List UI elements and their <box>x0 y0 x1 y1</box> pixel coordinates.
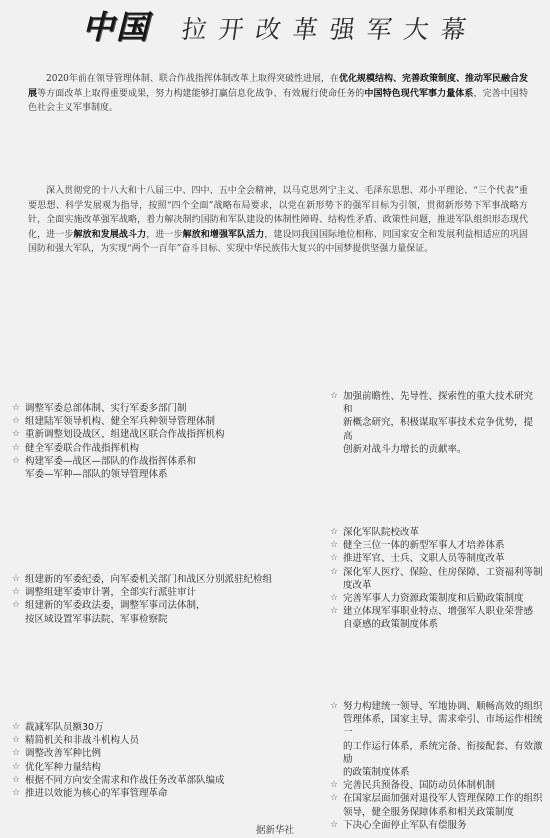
list-item <box>330 566 545 592</box>
list-item <box>12 455 292 481</box>
list-item-text: 健全三位一体的新型军事人才培养体系 <box>343 540 505 552</box>
paragraph-text: 等方面改革上取得重要成果，努力构建能够打赢信息化战争、有效履行使命任务的 <box>37 88 365 99</box>
list-item-text: 裁减军队员额30万 <box>25 722 104 733</box>
star-icon: ☆ <box>12 788 21 799</box>
list-item <box>12 573 302 586</box>
star-icon: ☆ <box>330 701 339 711</box>
list-item <box>12 402 292 415</box>
paragraph-text: 上取得突破性进展，在 <box>248 74 339 84</box>
list-policy-system <box>330 526 545 632</box>
list-item-text: 组建陆军领导机构、健全军兵种领导管理体制 <box>25 416 216 428</box>
star-icon: ☆ <box>330 553 339 564</box>
list-item-text: 调整军委总部体制、实行军委多部门制 <box>25 403 187 414</box>
emphasis-text: 中国特色现代军事力量体系 <box>364 88 474 99</box>
star-icon: ☆ <box>12 761 21 772</box>
list-item <box>330 779 545 792</box>
list-supervision-system <box>12 573 302 626</box>
list-item <box>12 787 302 800</box>
banner-title-main: 中国 <box>82 8 151 46</box>
list-item <box>330 605 545 631</box>
list-item <box>12 761 302 774</box>
star-icon: ☆ <box>12 748 21 759</box>
star-icon: ☆ <box>12 574 21 584</box>
list-item-text: 按区域设置军事法院、军事检察院 <box>25 613 168 625</box>
intro-paragraph-2 <box>28 184 528 257</box>
list-item <box>330 539 545 552</box>
star-icon: ☆ <box>330 780 339 791</box>
star-icon: ☆ <box>12 722 21 732</box>
list-item-text: 深化军人医疗、保险、住房保障、工资福利等制度改革 <box>343 566 543 591</box>
list-item-text: 重新调整划设战区、组建战区联合作战指挥机构 <box>25 429 225 441</box>
paragraph-text: 深入贯彻党的十八大和十八届三中、四中、五中全会精神，以马克思列宁主义、毛泽东思想、邓小平理论、“三个代表”重要思想、科学发展观为指导，按照“四个全面”战略布局要求，以党在新形势下的强军目标为引领，贯彻新形势下军事战略方针，全面实施改革强军战略，着力解决制约国防和军队建设的体制性障碍、结构性矛盾、政策性问题，推进军队组织形态现代化，进一步 <box>28 186 528 240</box>
list-item-text: 军委—军种—部队的领导管理体系 <box>25 469 168 481</box>
list-civil-military-integration <box>330 700 545 832</box>
paragraph-text: ，进一步 <box>146 229 183 240</box>
source-credit: 据新华社 <box>255 825 294 836</box>
header-banner <box>0 0 550 50</box>
paragraph-text: 2020年前在领导管理体制、联合作战指挥体制改革 <box>46 74 249 84</box>
list-item <box>12 586 302 599</box>
list-scale-structure <box>12 721 302 800</box>
list-item-text: 调整改善军种比例 <box>25 748 102 760</box>
list-technology-innovation <box>330 390 535 456</box>
paragraph-text: ，建设同我国国际地位相称、同国家安全和发展利益相适应的巩固国防和强大军队，为实现“两个一百年”奋斗目标、实现中华民族伟大复兴的中国梦提供坚强力量保证。 <box>28 229 528 254</box>
emphasis-text: 优化规模结构、完善政策制度、推动军民融合发展 <box>28 74 528 99</box>
banner-title-sub: 拉开改革强军大幕 <box>179 15 480 44</box>
emphasis-text: 解放和增强军队活力 <box>182 229 265 240</box>
list-item <box>12 442 292 455</box>
star-icon: ☆ <box>330 819 339 830</box>
list-item-text: 精简机关和非战斗机构人员 <box>25 735 140 747</box>
star-icon: ☆ <box>12 442 21 453</box>
star-icon: ☆ <box>12 735 21 746</box>
star-icon: ☆ <box>330 391 339 401</box>
list-item-text: 新概念研究，积极谋取军事技术竞争优势，提高 <box>343 417 534 442</box>
list-item-text: 努力构建统一领导、军地协调、顺畅高效的组织 <box>343 701 543 712</box>
list-leadership-command <box>12 402 292 481</box>
list-item <box>330 792 545 818</box>
list-item-text: 调整组建军委审计署，全部实行派驻审计 <box>25 587 197 599</box>
list-item-text: 自豪感的政策制度体系 <box>343 619 439 631</box>
intro-paragraph-1 <box>28 72 528 116</box>
star-icon: ☆ <box>330 527 339 537</box>
list-item-text: 组建新的军委纪委，向军委机关部门和战区分别派驻纪检组 <box>25 574 273 585</box>
list-item-text: 健全军委联合作战指挥机构 <box>25 442 140 454</box>
list-item <box>330 390 535 456</box>
list-item <box>330 526 545 539</box>
list-item-text: 构建军委—战区—部队的作战指挥体系和 <box>25 455 197 467</box>
list-item-text: 创新对战斗力增长的贡献率。 <box>343 443 467 455</box>
list-item-text: 推进以效能为核心的军事管理革命 <box>25 788 168 800</box>
star-icon: ☆ <box>12 587 21 598</box>
list-item <box>12 599 302 625</box>
list-item <box>12 721 302 734</box>
list-item-text: 的政策制度体系 <box>343 767 410 779</box>
star-icon: ☆ <box>330 540 339 551</box>
star-icon: ☆ <box>330 606 339 617</box>
paragraph-text: ，完善中国特色社会主义军事制度。 <box>28 88 528 113</box>
list-item <box>12 734 302 747</box>
star-icon: ☆ <box>12 455 21 466</box>
star-icon: ☆ <box>330 793 339 804</box>
list-item-text: 推进军官、士兵、文职人员等制度改革 <box>343 553 505 565</box>
list-item-text: 完善军事人力资源政策制度和后勤政策制度 <box>343 593 524 605</box>
star-icon: ☆ <box>12 403 21 413</box>
list-item-text: 根据不同方向安全需求和作战任务改革部队编成 <box>25 774 225 786</box>
list-item-text: 组建新的军委政法委，调整军事司法体制， <box>25 600 206 612</box>
list-item-text: 管理体系，国家主导、需求牵引、市场运作相统一 <box>343 714 543 739</box>
list-item <box>12 415 292 428</box>
star-icon: ☆ <box>12 416 21 427</box>
emphasis-text: 解放和发展战斗力 <box>73 229 147 240</box>
list-item-text: 建立体现军事职业特点、增强军人职业荣誉感 <box>343 606 534 618</box>
list-item-text: 的工作运行体系，系统完备、衔接配套、有效激励 <box>343 740 543 765</box>
star-icon: ☆ <box>330 566 339 577</box>
star-icon: ☆ <box>12 774 21 785</box>
star-icon: ☆ <box>12 429 21 440</box>
list-item-text: 完善民兵预备役、国防动员体制机制 <box>343 780 496 792</box>
list-item <box>330 552 545 565</box>
list-item <box>330 592 545 605</box>
list-item-text: 领导，健全服务保障体系和相关政策制度 <box>343 806 515 818</box>
list-item-text: 在国家层面加强对退役军人管理保障工作的组织 <box>343 793 543 805</box>
list-item <box>12 774 302 787</box>
list-item <box>12 747 302 760</box>
list-item-text: 加强前瞻性、先导性、探索性的重大技术研究和 <box>343 391 534 416</box>
star-icon: ☆ <box>12 600 21 611</box>
list-item-text: 深化军队院校改革 <box>343 527 420 538</box>
list-item-text: 优化军种力量结构 <box>25 761 102 773</box>
list-item <box>330 700 545 779</box>
star-icon: ☆ <box>330 593 339 604</box>
list-item <box>12 428 292 441</box>
list-item-text: 下决心全面停止军队有偿服务 <box>343 819 467 831</box>
